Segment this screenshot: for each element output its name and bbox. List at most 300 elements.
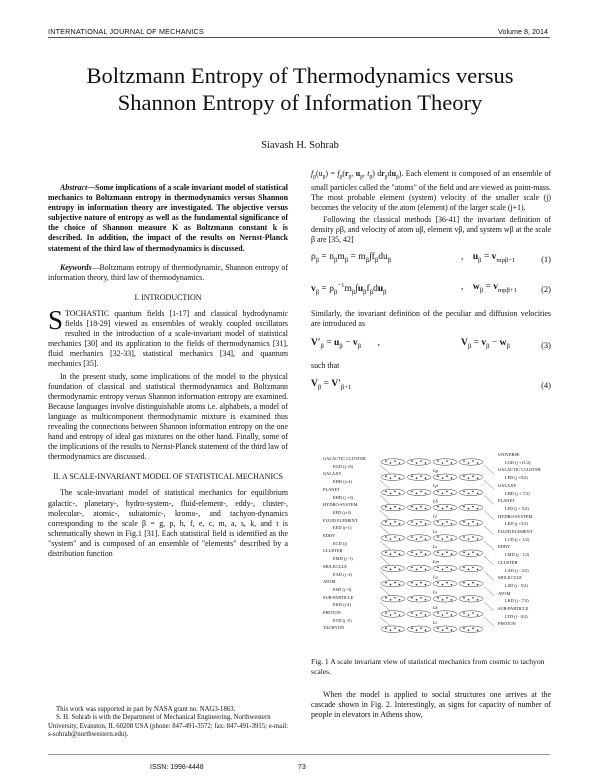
ensemble-ellipse [459,550,483,556]
particle-dot [399,629,401,631]
particle-dot [411,475,413,477]
figure-left-label: ATOM [323,579,336,585]
particle-dot [416,553,418,555]
ensemble-ellipse [407,504,431,510]
abstract-label: Abstract [60,183,88,192]
figure-left-label: ESD (j -3) [333,586,352,592]
ensemble-ellipse [459,474,483,480]
particle-dot [416,599,418,601]
particle-dot [468,629,470,631]
figure-right-label: LED (j +3/2) [505,521,528,527]
figure-right-label: HYDRO-SYSTEM [498,513,533,519]
ensemble-ellipse [459,626,483,632]
particle-dot [451,629,453,631]
particle-dot [463,567,465,569]
scale-tag: La [433,574,438,580]
particle-dot [472,521,474,523]
particle-dot [437,536,439,538]
particle-dot [394,491,396,493]
ensemble-ellipse [381,626,405,632]
particle-dot [420,506,422,508]
figure-right-label: SUB-PARTICLE [498,606,529,611]
particle-dot [468,614,470,616]
particle-dot [446,460,448,462]
particle-dot [399,538,401,540]
figure-right-label: GALACTIC CLUSTER [498,467,541,473]
right-paragraph-3: Similarly, the invariant definition of the peculiar and diffusion velocities are introduced as [311,309,551,329]
cascade-connector [380,495,390,504]
cascade-connector [380,571,390,580]
figure-left-label: EAD (j -2) [333,571,353,577]
right-column [311,169,551,398]
particle-dot [385,506,387,508]
figure-right-label: MOLECULE [498,575,522,581]
equation-3: $V'_\beta = u_\beta - v_\beta$ , $V_\beta = v_\beta - w_\beta$ (3) [311,338,551,351]
figure-right-label: LMD (j - 1/2) [505,552,530,558]
ensemble-ellipse [433,550,457,556]
cascade-connector [484,617,494,626]
cascade-connector [380,526,390,535]
figure-right-label: LGD (j +11/2) [505,459,531,465]
scale-tag: Lp [433,483,438,489]
particle-dot [437,627,439,629]
section-2-paragraph-1: The scale-invariant model of statistical mechanics for equilibrium galactic-, planetary-, hydro-system-, fluid-element-, eddy-, cluster-, molecular-, atomic-, subatomic-, kromo-, and tachyon-dynamics corresponding to the scale β = g, p, h, f, e, c, m, a, s, k, and t is schematically shown in Fig.1 [31]. Each statistical field is identified as the "system" and is composed of an ensemble of "elements" described by a distribution function [48,488,288,558]
particle-dot [468,538,470,540]
ensemble-ellipse [433,611,457,617]
particle-dot [394,612,396,614]
particle-dot [385,521,387,523]
particle-dot [390,477,392,479]
equation-2-number: (2) [541,284,551,295]
figure-left-label: SUB-PARTICLE [323,594,354,600]
ensemble-ellipse [381,474,405,480]
particle-dot [463,460,465,462]
particle-dot [463,597,465,599]
particle-dot [446,521,448,523]
particle-dot [472,506,474,508]
figure-1 [323,452,553,644]
particle-dot [437,612,439,614]
particle-dot [477,523,479,525]
particle-dot [442,584,444,586]
particle-dot [425,569,427,571]
particle-dot [442,523,444,525]
abstract [48,183,288,254]
particle-dot [446,567,448,569]
ensemble-ellipse [459,535,483,541]
ensemble-ellipse [459,459,483,465]
keywords [48,263,288,283]
particle-dot [425,477,427,479]
particle-dot [463,506,465,508]
particle-dot [472,582,474,584]
particle-dot [390,584,392,586]
particle-dot [451,523,453,525]
particle-dot [451,614,453,616]
figure-left-label: EHD (j +3) [333,494,354,500]
particle-dot [463,536,465,538]
right-paragraph-1: $f_\beta(u_\beta) = f_\beta(r_\beta$, $u_\beta$, $t_\beta$) $dr_\beta du_\beta$). Each element is composed of an ensemble of small particles called the "atoms" of the field and are viewed as point-mass. The most probable element (system) velocity of the smaller scale (j) becomes the velocity of the atom (element) of the larger scale (j+1). [311,169,552,212]
equation-4: $V_\beta = V'_{\beta+1}$ (4) [311,378,551,391]
particle-dot [477,508,479,510]
particle-dot [468,462,470,464]
particle-dot [468,493,470,495]
ensemble-ellipse [381,596,405,602]
particle-dot [416,493,418,495]
particle-dot [416,462,418,464]
particle-dot [425,508,427,510]
particle-dot [416,477,418,479]
figure-right-label: UNIVERSE [498,452,520,457]
figure-left-label: EGD (j +6) [333,463,354,469]
particle-dot [437,521,439,523]
particle-dot [437,582,439,584]
particle-dot [437,567,439,569]
figure-right-label: ATOM [498,590,511,596]
ensemble-ellipse [407,459,431,465]
particle-dot [416,584,418,586]
figure-caption: Fig. 1 A scale invariant view of statistical mechanics from cosmic to tachyon scales. [311,657,545,676]
particle-dot [442,477,444,479]
particle-dot [446,597,448,599]
particle-dot [463,627,465,629]
figure-left-label: ECD (j) [333,540,348,546]
scale-tag: Ls [433,589,438,595]
particle-dot [472,612,474,614]
particle-dot [477,614,479,616]
abstract-text: —Some implications of a scale invariant model of statistical mechanics to Boltzmann entropy in thermodynamics versus Shannon entropy in information theory are investigated. The objective versus subjective nature of entropy as well as the fundamental significance of the choice of Shannon measure K as Boltzmann constant k is described. In addition, the impact of the results on Nernst-Planck statement of the third law of thermodynamics is discussed. [48,183,288,253]
cascade-connector [380,541,390,550]
particle-dot [416,523,418,525]
figure-right-label: LKD (j - 7/2) [505,598,529,604]
particle-dot [472,627,474,629]
ensemble-ellipse [407,580,431,586]
particle-dot [416,508,418,510]
cascade-connector [380,556,390,565]
ensemble-ellipse [459,596,483,602]
figure-left-label: TACHYON [323,625,345,631]
particle-dot [425,523,427,525]
particle-dot [394,506,396,508]
ensemble-ellipse [433,580,457,586]
particle-dot [477,538,479,540]
scale-tag: Lf [433,513,437,519]
scale-tag: Lg [433,468,438,473]
particle-dot [463,551,465,553]
particle-dot [446,506,448,508]
figure-right-label: GALAXY [498,482,517,488]
issn: ISSN: 1998-4448 [150,764,204,771]
cascade-connector [380,465,390,474]
particle-dot [477,584,479,586]
ensemble-ellipse [381,489,405,495]
ensemble-ellipse [381,611,405,617]
figure-right-label: LPD (j +9/2) [505,475,528,481]
particle-dot [399,584,401,586]
scale-tag: Lk [433,604,438,610]
particle-dot [446,536,448,538]
ensemble-ellipse [407,520,431,526]
figure-right-label: LSD (j - 5/2) [505,582,528,588]
figure-right-label: LTD (j - 9/2) [505,613,528,619]
equation-1-number: (1) [541,254,551,265]
cascade-connector [484,526,494,535]
particle-dot [399,614,401,616]
particle-dot [437,475,439,477]
particle-dot [451,462,453,464]
particle-dot [394,582,396,584]
particle-dot [420,612,422,614]
keywords-text: —Boltzmann entropy of thermodynamic, Shannon entropy of information theory, third law of thermodynamics. [48,262,288,282]
particle-dot [399,553,401,555]
ensemble-ellipse [459,611,483,617]
intro-paragraph-2: In the present study, some implications of the model to the physical foundation of classical and statistical thermodynamics and Boltzmann thermodynamic entropy versus Shannon information entropy are examined. Because languages involve distinguishable atoms i.e. alphabets, a model of language as multicomponent thermodynamic mixture is examined thus revealing the connections between Shannon information entropy on the one hand and entropy of ideal gas mixtures on the other hand. Finally, some of the implications of the results to Nernst-Planck statement of the third law of thermodynamics are discussed. [48,371,288,462]
particle-dot [390,599,392,601]
particle-dot [451,477,453,479]
ensemble-ellipse [433,565,457,571]
cascade-connector [380,617,390,626]
particle-dot [446,551,448,553]
ensemble-ellipse [433,504,457,510]
particle-dot [437,597,439,599]
particle-dot [451,508,453,510]
particle-dot [425,629,427,631]
particle-dot [399,462,401,464]
particle-dot [451,493,453,495]
ensemble-ellipse [407,596,431,602]
particle-dot [385,567,387,569]
right-paragraph-2: Following the classical methods [36-41] the invariant definition of density ρβ, and velocity of atom uβ, element vβ, and system wβ at the scale β are [35, 42] [311,214,551,245]
particle-dot [446,475,448,477]
ensemble-ellipse [459,504,483,510]
figure-left-label: MOLECULE [323,563,347,569]
particle-dot [394,567,396,569]
particle-dot [463,521,465,523]
particle-dot [442,599,444,601]
particle-dot [477,493,479,495]
particle-dot [399,508,401,510]
figure-right-label: LFD (j + 5/2) [505,505,529,511]
ensemble-ellipse [381,565,405,571]
particle-dot [463,612,465,614]
particle-dot [385,491,387,493]
cascade-connector [484,556,494,565]
volume-info: Volume 8, 2014 [498,27,548,36]
particle-dot [411,460,413,462]
ensemble-ellipse [433,626,457,632]
particle-dot [399,523,401,525]
particle-dot [425,599,427,601]
particle-dot [472,491,474,493]
particle-dot [472,551,474,553]
particle-dot [420,567,422,569]
author: Siavash H. Sohrab [261,140,339,151]
particle-dot [442,462,444,464]
particle-dot [468,584,470,586]
particle-dot [463,491,465,493]
particle-dot [420,460,422,462]
particle-dot [425,538,427,540]
cascade-connector [484,495,494,504]
particle-dot [411,491,413,493]
ensemble-ellipse [407,611,431,617]
figure-left-label: FLUID ELEMENT [323,517,358,523]
particle-dot [420,475,422,477]
figure-left-label: EKD (j-4) [333,602,351,608]
particle-dot [411,521,413,523]
ensemble-ellipse [433,474,457,480]
figure-right-label: CLUSTER [498,559,518,565]
particle-dot [420,491,422,493]
particle-dot [446,612,448,614]
particle-dot [390,493,392,495]
particle-dot [468,553,470,555]
particle-dot [416,538,418,540]
figure-left-label: EED (j+1) [333,525,352,531]
section-1-heading: I. INTRODUCTION [134,292,202,302]
particle-dot [411,551,413,553]
particle-dot [385,612,387,614]
particle-dot [394,597,396,599]
particle-dot [390,629,392,631]
keywords-label: Keywords [60,262,92,272]
figure-right-label: PLANET [498,498,515,504]
cascade-connector [484,465,494,474]
figure-right-label: EDDY [498,544,511,550]
figure-left-label: PHOTON [323,610,341,615]
particle-dot [420,551,422,553]
header-rule [48,37,550,38]
ensemble-ellipse [407,550,431,556]
ensemble-ellipse [407,565,431,571]
particle-dot [472,567,474,569]
particle-dot [399,599,401,601]
particle-dot [451,584,453,586]
particle-dot [394,521,396,523]
particle-dot [451,599,453,601]
particle-dot [472,597,474,599]
such-that: such that [311,361,340,371]
cascade-connector [484,541,494,550]
footnote-line-1: This work was supported in part by NASA grant no. NAG3-1863. [56,706,236,713]
cascade-connector [484,571,494,580]
particle-dot [437,460,439,462]
cascade-connector [484,480,494,489]
particle-dot [468,477,470,479]
particle-dot [425,614,427,616]
particle-dot [442,553,444,555]
particle-dot [390,523,392,525]
particle-dot [411,506,413,508]
journal-name: INTERNATIONAL JOURNAL OF MECHANICS [48,27,204,36]
figure-right-label: LAD (j - 3/2) [505,567,529,573]
particle-dot [390,614,392,616]
cascade-connector [380,602,390,611]
scale-tag: Lm [433,559,439,565]
figure-right-label: LCD (j + 1/2) [505,536,530,542]
ensemble-ellipse [407,489,431,495]
intro-paragraph-1 [48,304,288,370]
particle-dot [463,582,465,584]
drop-cap: S [48,304,64,335]
particle-dot [390,508,392,510]
ensemble-ellipse [381,520,405,526]
particle-dot [385,627,387,629]
particle-dot [437,551,439,553]
particle-dot [385,460,387,462]
figure-right-label: PHOTON [498,621,516,627]
equation-2: $v_\beta = \rho_\beta^{-1}m_\beta\int u_\beta f_\beta du_\beta$ , $w_\beta = v_{mp\beta+1}$ (2) [311,281,551,296]
particle-dot [399,477,401,479]
particle-dot [411,627,413,629]
particle-dot [442,508,444,510]
particle-dot [477,462,479,464]
cascade-connector [484,587,494,596]
particle-dot [472,536,474,538]
ensemble-ellipse [433,596,457,602]
cascade-connector [380,511,390,520]
particle-dot [416,569,418,571]
particle-dot [451,553,453,555]
particle-dot [446,582,448,584]
particle-dot [420,536,422,538]
particle-dot [442,614,444,616]
particle-dot [468,569,470,571]
ensemble-ellipse [459,489,483,495]
scale-tag: Lc [433,544,438,549]
ensemble-ellipse [433,489,457,495]
ensemble-ellipse [433,520,457,526]
particle-dot [390,569,392,571]
particle-dot [472,475,474,477]
equation-3-number: (3) [541,340,551,351]
particle-dot [451,538,453,540]
particle-dot [394,475,396,477]
ensemble-ellipse [407,474,431,480]
particle-dot [477,629,479,631]
particle-dot [411,582,413,584]
particle-dot [394,536,396,538]
paper-title [40,62,560,116]
particle-dot [420,521,422,523]
particle-dot [477,599,479,601]
particle-dot [394,627,396,629]
footnote [48,706,290,740]
figure-left-label: PLANET [323,486,340,492]
particle-dot [411,536,413,538]
particle-dot [420,582,422,584]
particle-dot [390,462,392,464]
figure-left-label: CLUSTER [323,548,343,554]
particle-dot [390,553,392,555]
ensemble-ellipse [381,459,405,465]
particle-dot [468,508,470,510]
particle-dot [442,569,444,571]
particle-dot [385,536,387,538]
ensemble-ellipse [433,535,457,541]
footnote-line-2: S. H. Sohrab is with the Department of Mechanical Engineering, Northwestern University, Evanston, IL 60208 USA (phone: 847-491-3572; fax: 847-491-3915; e-mail: s-sohrab@northwestern.edu). [48,714,288,739]
particle-dot [463,475,465,477]
particle-dot [442,493,444,495]
cascade-connector [380,480,390,489]
intro-p1-text: TOCHASTIC quantum fields [1-17] and classical hydrodynamic fields [18-29] viewed as ensembles of weakly coupled oscillators resulted in the introduction of a scale-invariant model of statistical mechanics [30] and its application to the fields of thermodynamics [31], fluid mechanics [32-33], statistical mechanics [34], and quantum mechanics [35]. [48,308,288,369]
scale-tag: Lt [433,620,437,625]
particle-dot [411,597,413,599]
title-line-1: Boltzmann Entropy of Thermodynamics versus [86,63,514,88]
particle-dot [468,523,470,525]
particle-dot [425,462,427,464]
particle-dot [425,493,427,495]
